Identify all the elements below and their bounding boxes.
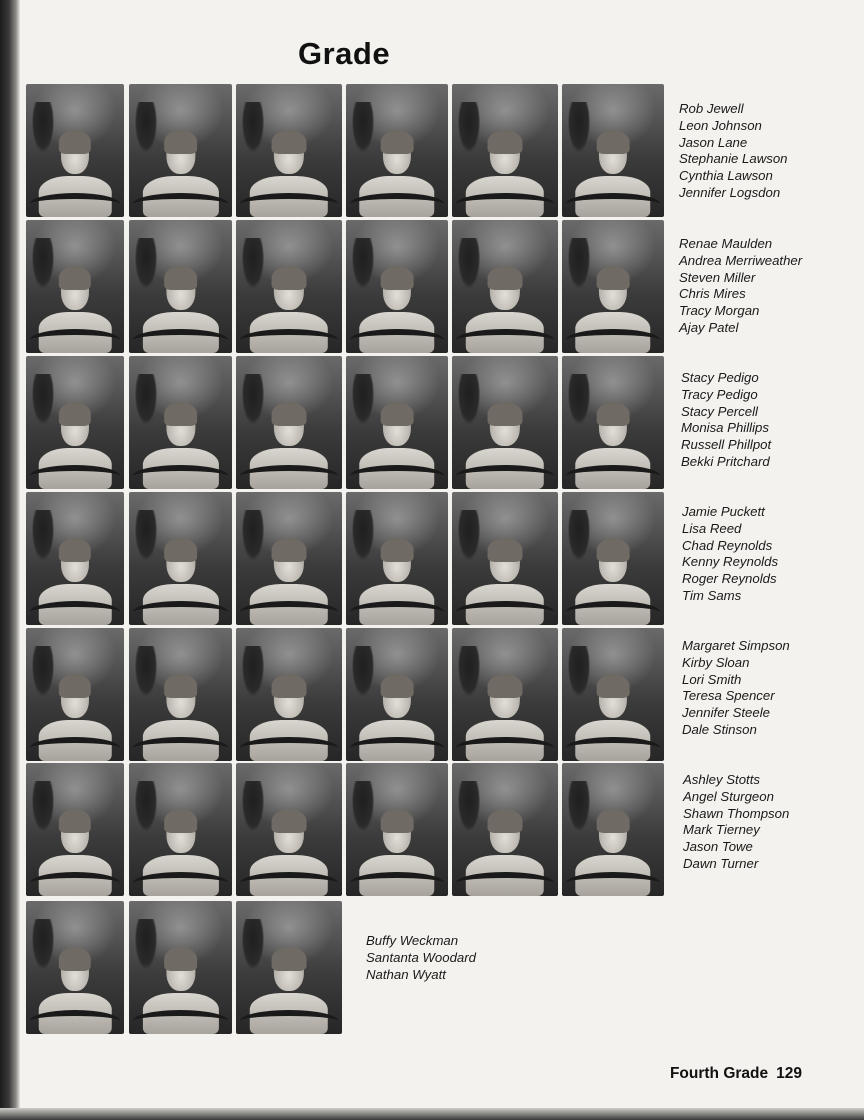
student-portrait <box>452 628 558 761</box>
student-portrait <box>236 356 342 489</box>
name-list <box>683 772 789 873</box>
student-name: Kenny Reynolds <box>682 554 779 570</box>
student-name: Chad Reynolds <box>682 537 773 553</box>
student-portrait <box>26 356 124 489</box>
student-name: Nathan Wyatt <box>366 966 446 982</box>
student-portrait <box>562 356 664 489</box>
name-list <box>682 504 778 605</box>
student-portrait <box>26 220 124 353</box>
student-name: Teresa Spencer <box>682 688 775 704</box>
student-portrait <box>346 220 448 353</box>
student-name: Bekki Pritchard <box>681 453 770 469</box>
student-name: Ashley Stotts <box>683 772 760 787</box>
student-name: Chris Mires <box>679 286 746 302</box>
student-name: Jennifer Steele <box>682 705 770 721</box>
student-portrait <box>562 84 664 217</box>
student-name: Margaret Simpson <box>682 638 790 653</box>
student-name: Jason Lane <box>679 134 748 150</box>
student-name: Stacy Pedigo <box>681 370 759 385</box>
page-title: Grade <box>298 36 391 71</box>
student-name: Ajay Patel <box>679 319 739 335</box>
student-name: Dale Stinson <box>682 721 757 737</box>
student-name: Lori Smith <box>682 671 742 687</box>
student-portrait <box>236 220 342 353</box>
student-name: Roger Reynolds <box>682 571 777 587</box>
student-portrait <box>346 492 448 625</box>
page-number: 129 <box>776 1065 802 1082</box>
student-portrait <box>562 492 664 625</box>
student-name: Mark Tierney <box>683 822 760 838</box>
student-name: Buffy Weckman <box>366 933 459 948</box>
book-binding-shadow <box>0 0 20 1120</box>
student-portrait <box>346 84 448 217</box>
student-portrait <box>26 628 124 761</box>
student-name: Tracy Morgan <box>679 303 760 319</box>
student-name: Renae Maulden <box>679 236 773 251</box>
student-name: Stephanie Lawson <box>679 151 788 167</box>
student-name: Cynthia Lawson <box>679 168 773 184</box>
student-name: Angel Sturgeon <box>683 788 774 804</box>
page-bottom-edge <box>0 1108 864 1120</box>
student-name: Stacy Percell <box>681 403 758 419</box>
student-name: Leon Johnson <box>679 117 762 133</box>
student-name: Dawn Turner <box>683 855 759 871</box>
student-portrait <box>26 84 124 217</box>
name-list <box>679 101 788 202</box>
student-name: Jennifer Logsdon <box>679 184 781 200</box>
name-list <box>679 236 802 337</box>
name-list <box>366 933 476 983</box>
student-name: Tracy Pedigo <box>681 386 758 402</box>
student-portrait <box>129 356 232 489</box>
student-name: Kirby Sloan <box>682 654 750 670</box>
student-portrait <box>346 763 448 896</box>
student-name: Jason Towe <box>683 839 753 855</box>
student-portrait <box>129 84 232 217</box>
student-portrait <box>236 492 342 625</box>
student-name: Steven Miller <box>679 269 756 285</box>
student-name: Rob Jewell <box>679 101 744 116</box>
student-portrait <box>129 763 232 896</box>
student-name: Shawn Thompson <box>683 805 790 821</box>
name-list <box>681 370 771 471</box>
student-name: Monisa Phillips <box>681 420 769 436</box>
student-portrait <box>26 901 124 1034</box>
student-name: Russell Phillpot <box>681 437 772 453</box>
page-footer <box>670 1065 802 1083</box>
student-portrait <box>129 492 232 625</box>
student-name: Jamie Puckett <box>682 504 765 519</box>
student-portrait <box>452 763 558 896</box>
student-portrait <box>562 628 664 761</box>
student-name: Lisa Reed <box>682 520 742 536</box>
student-portrait <box>452 492 558 625</box>
footer-section-label: Fourth Grade <box>669 1065 769 1082</box>
student-portrait <box>236 84 342 217</box>
student-name: Santanta Woodard <box>366 949 476 965</box>
student-portrait <box>26 763 124 896</box>
student-portrait <box>562 220 664 353</box>
student-portrait <box>346 628 448 761</box>
student-portrait <box>236 628 342 761</box>
name-list <box>682 638 790 739</box>
student-portrait <box>236 763 342 896</box>
student-portrait <box>129 901 232 1034</box>
student-portrait <box>346 356 448 489</box>
student-portrait <box>236 901 342 1034</box>
student-portrait <box>562 763 664 896</box>
student-name: Tim Sams <box>682 587 742 603</box>
student-portrait <box>452 220 558 353</box>
student-name: Andrea Merriweather <box>679 252 803 268</box>
student-portrait <box>129 220 232 353</box>
student-portrait <box>452 84 558 217</box>
student-portrait <box>452 356 558 489</box>
student-portrait <box>26 492 124 625</box>
student-portrait <box>129 628 232 761</box>
